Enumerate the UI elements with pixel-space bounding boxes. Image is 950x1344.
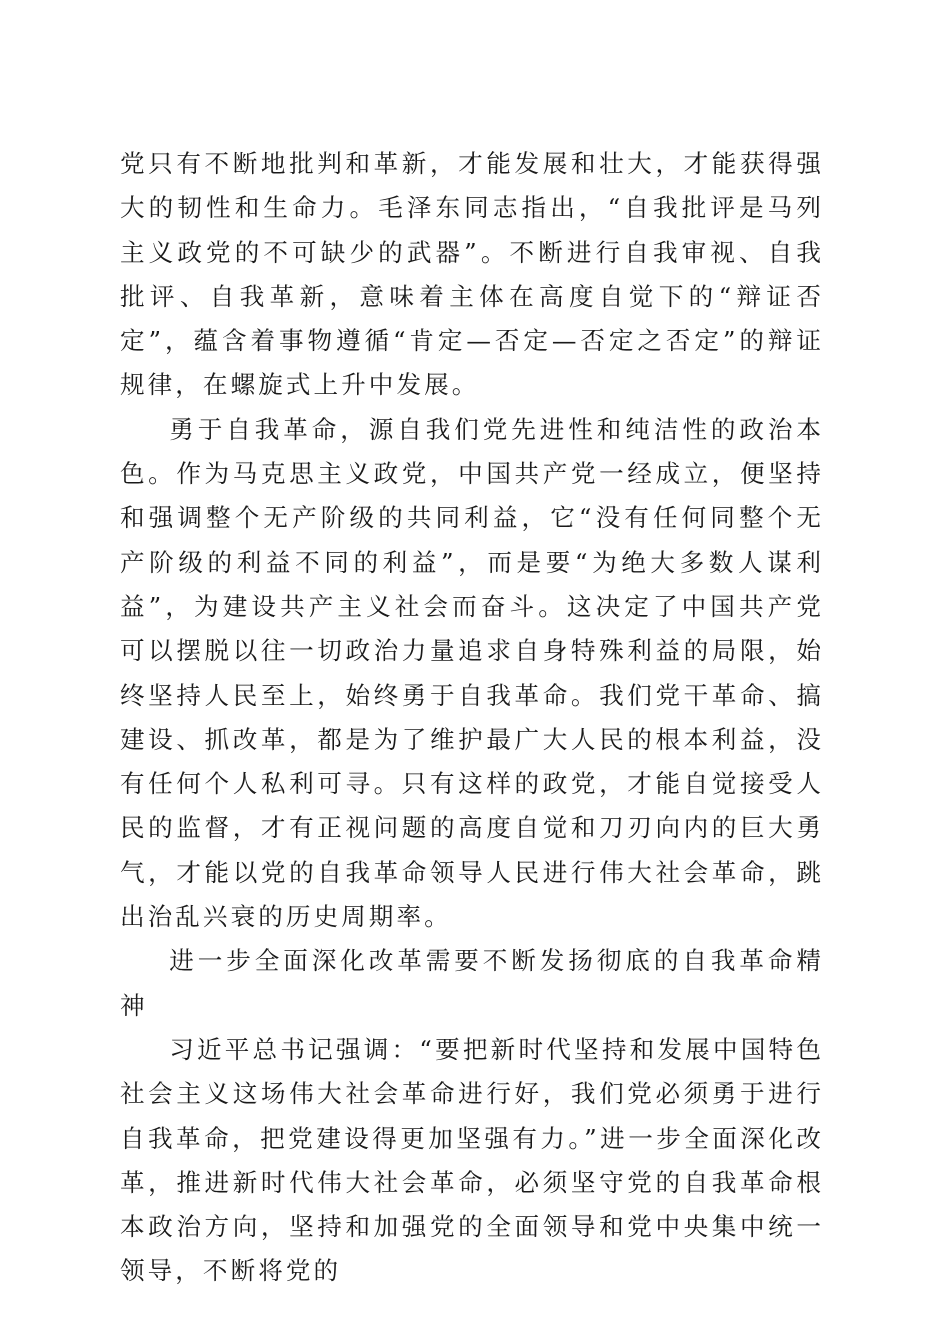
section-heading: 进一步全面深化改革需要不断发扬彻底的自我革命精神 — [120, 946, 824, 1020]
document-body — [120, 142, 824, 1294]
paragraph-self-revolution-origin: 勇于自我革命，源自我们党先进性和纯洁性的政治本色。作为马克思主义政党，中国共产党一经成立，便坚持和强调整个无产阶级的共同利益，它“没有任何同整个无产阶级的利益不同的利益”，而是要“为绝大多数人谋利益”，为建设共产主义社会而奋斗。这决定了中国共产党可以摆脱以往一切政治力量追求自身特殊利益的局限，始终坚持人民至上，始终勇于自我革命。我们党干革命、搞建设、抓改革，都是为了维护最广大人民的根本利益，没有任何个人私利可寻。只有这样的政党，才能自觉接受人民的监督，才有正视问题的高度自觉和刀刃向内的巨大勇气，才能以党的自我革命领导人民进行伟大社会革命，跳出治乱兴衰的历史周期率。 — [120, 414, 824, 932]
paragraph-continuation: 党只有不断地批判和革新，才能发展和壮大，才能获得强大的韧性和生命力。毛泽东同志指出，“自我批评是马列主义政党的不可缺少的武器”。不断进行自我审视、自我批评、自我革新，意味着主体在高度自觉下的“辩证否定”，蕴含着事物遵循“肯定—否定—否定之否定”的辩证规律，在螺旋式上升中发展。 — [120, 149, 824, 400]
paragraph-xi-quote: 习近平总书记强调：“要把新时代坚持和发展中国特色社会主义这场伟大社会革命进行好，我们党必须勇于进行自我革命，把党建设得更加坚强有力。”进一步全面深化改革，推进新时代伟大社会革命，必须坚守党的自我革命根本政治方向，坚持和加强党的全面领导和党中央集中统一领导，不断将党的 — [120, 1034, 824, 1286]
